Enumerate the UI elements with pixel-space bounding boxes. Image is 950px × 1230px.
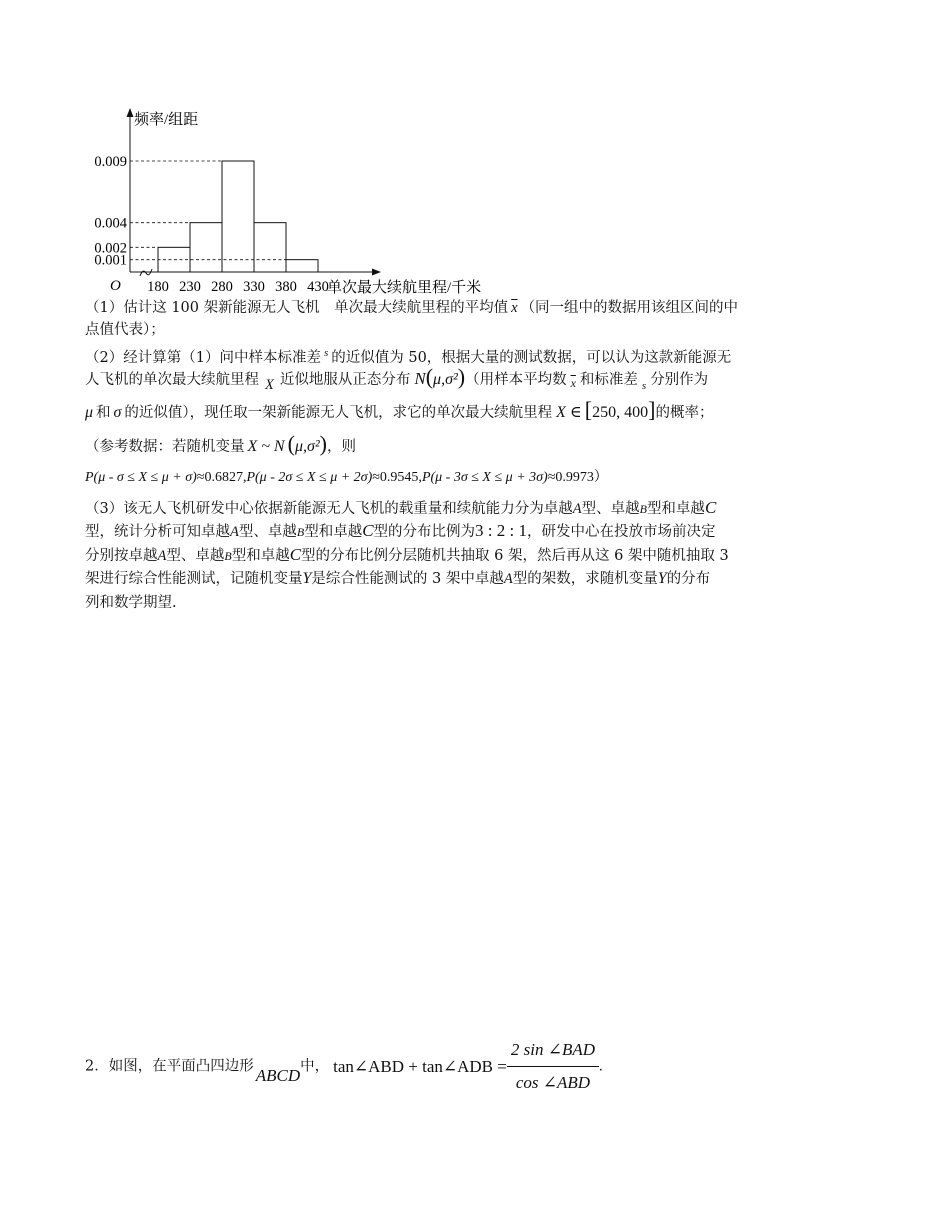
quadrilateral-label: ABCD	[255, 1065, 301, 1085]
q3-line-3	[85, 544, 729, 567]
q3-text: 型和卓越	[231, 548, 290, 564]
q3-text: 型的分布比例分层随机共抽取 6 架，然后再从这 6 架中随机抽取 3	[301, 548, 729, 564]
distribution-expression: X ~ N	[247, 438, 285, 455]
q3-line-5	[85, 592, 177, 614]
A-symbol: A	[503, 571, 513, 587]
q3-text: 的分布	[666, 571, 711, 587]
axis-break-mark	[140, 269, 152, 276]
q2-text: 分别作为	[650, 372, 709, 388]
q3-text: 型和卓越	[304, 524, 363, 540]
q2-text: 和	[96, 405, 111, 421]
N-symbol: N	[414, 369, 426, 388]
A-symbol: A	[572, 501, 582, 517]
x-bar-symbol: $\overline{x}$	[511, 300, 518, 316]
prob-expression-2: P(μ - 2σ ≤ X ≤ μ + 2σ)	[246, 470, 373, 485]
x-tick-label: 280	[211, 279, 233, 295]
ratio-value: 3 : 2 : 1	[475, 521, 527, 540]
q2-text: 人飞机的单次最大续航里程	[85, 372, 259, 388]
q2-line-2: 人飞机的单次最大续航里程 X 近似地服从正态分布 N(μ,σ²)（用样本平均数 $_{\overline{x}}$ 和标准差 $_s$ 分别作为	[85, 364, 709, 393]
q2-text: （参考数据：若随机变量	[85, 439, 245, 455]
s-symbol: s	[641, 380, 647, 392]
q2-text: 和标准差	[579, 372, 638, 388]
prob-value-2: ≈0.9545,	[372, 470, 422, 485]
problem2-period: .	[599, 1058, 603, 1075]
q3-text: 是综合性能测试的 3 架中卓越	[311, 571, 504, 587]
X-symbol: X	[265, 377, 274, 393]
q2-text: 的近似值为 50，根据大量的测试数据，可以认为这款新能源无	[331, 349, 732, 366]
q2-text: ）	[593, 469, 608, 485]
q3-text: 型，统计分析可知卓越	[85, 524, 230, 540]
equation-fraction	[507, 1035, 599, 1098]
y-tick-label: 0.002	[94, 240, 127, 257]
q1-text-b: （同一组中的数据用该组区间的中	[520, 300, 739, 316]
B-symbol: B	[224, 549, 232, 563]
C-symbol: C	[362, 521, 374, 540]
problem2-intro: 2．如图，在平面凸四边形	[85, 1058, 254, 1075]
q2-line-5	[85, 466, 608, 489]
prob-value-1: ≈0.6827,	[196, 470, 247, 485]
histogram-bar	[222, 161, 254, 272]
q3-text: 架进行综合性能测试，记随机变量	[85, 571, 303, 587]
Y-symbol: Y	[302, 570, 312, 587]
q1-text-c: 点值代表）；	[85, 322, 165, 338]
mu-symbol: μ	[85, 404, 94, 421]
histogram-chart	[75, 100, 535, 300]
fraction-denominator: cos ∠ABD	[515, 1073, 591, 1092]
interval-values: 250, 400	[592, 404, 649, 421]
x-tick-label: 230	[179, 279, 201, 295]
y-axis-arrow-icon	[127, 108, 134, 117]
B-symbol: B	[296, 525, 305, 539]
x-axis-arrow-icon	[372, 269, 381, 276]
q3-text: （3）该无人飞机研发中心依据新能源无人飞机的载重量和续航能力分为卓越	[85, 501, 573, 517]
y-tick-label: 0.009	[94, 154, 127, 170]
sigma-symbol: σ	[113, 404, 122, 421]
origin-label: O	[110, 278, 121, 294]
q3-text: 列和数学期望.	[85, 595, 177, 611]
q2-text: （2）经计算第（1）问中样本标准差	[85, 349, 321, 366]
Y-symbol: Y	[657, 570, 667, 587]
x-tick-label: 380	[275, 279, 297, 295]
mu-sigma2: μ,σ²	[294, 438, 320, 455]
q1-line-1	[85, 297, 738, 319]
x-bar-symbol: x	[570, 376, 576, 390]
interval-expression: X ∈	[556, 404, 582, 421]
q2-text: （用样本平均数	[465, 372, 567, 388]
q2-line-4: （参考数据：若随机变量 X ~ N (μ,σ²)，则	[85, 431, 356, 456]
y-axis-label: 频率/组距	[134, 112, 199, 128]
q3-text: 型、卓越	[581, 501, 640, 517]
q2-line-3: μ 和 σ 的近似值），现任取一架新能源无人飞机，求它的单次最大续航里程 X ∈ [250, 400]的概率；	[85, 397, 714, 422]
q2-text: 的近似值），现任取一架新能源无人飞机，求它的单次最大续航里程	[124, 405, 553, 421]
x-axis-label: 单次最大续航里程/千米	[327, 280, 482, 296]
prob-value-3: ≈0.9973	[547, 470, 594, 485]
A-symbol: A	[157, 548, 167, 564]
q2-line-1	[85, 342, 731, 369]
q2-text: 的概率；	[655, 405, 714, 421]
y-tick-label: 0.001	[94, 252, 127, 269]
q3-text: 型、卓越	[166, 548, 225, 564]
histogram-bar	[254, 223, 286, 272]
q2-text: 近似地服从正态分布	[279, 372, 411, 388]
s-symbol: s	[323, 347, 329, 359]
q3-line-1	[85, 497, 716, 520]
C-symbol: C	[704, 498, 717, 517]
q3-line-2	[85, 520, 716, 543]
prob-expression-3: P(μ - 3σ ≤ X ≤ μ + 3σ)	[421, 470, 548, 485]
q3-text: 型的架数，求随机变量	[512, 571, 658, 587]
q3-text: 型的分布比例为	[373, 524, 476, 540]
q1-text-a: （1）估计这 100 架新能源无人飞机 单次最大续航里程的平均值	[85, 300, 509, 316]
q1-line-2	[85, 319, 165, 341]
q3-text: 型、卓越	[238, 524, 297, 540]
problem-2	[85, 1035, 603, 1098]
A-symbol: A	[230, 524, 239, 540]
histogram-bar	[190, 223, 222, 272]
q3-text: 分别按卓越	[85, 548, 158, 564]
x-tick-label: 180	[147, 279, 169, 295]
y-tick-label: 0.004	[94, 215, 127, 232]
equation-lhs: tan∠ABD + tan∠ADB =	[333, 1056, 507, 1076]
B-symbol: B	[639, 502, 647, 516]
x-tick-label: 330	[243, 279, 265, 295]
prob-expression-1: P(μ - σ ≤ X ≤ μ + σ)	[85, 470, 197, 485]
problem2-text: 中，	[300, 1058, 330, 1075]
mu-sigma2: μ,σ²	[433, 371, 458, 388]
q2-text: ，则	[326, 439, 356, 455]
q3-text: ，研发中心在投放市场前决定	[527, 524, 716, 540]
fraction-numerator: 2 sin ∠BAD	[507, 1035, 599, 1067]
C-symbol: C	[289, 545, 302, 564]
x-tick-label: 430	[307, 279, 329, 295]
histogram-bar	[286, 260, 318, 272]
q3-text: 型和卓越	[646, 501, 705, 517]
q3-line-4	[85, 568, 710, 590]
